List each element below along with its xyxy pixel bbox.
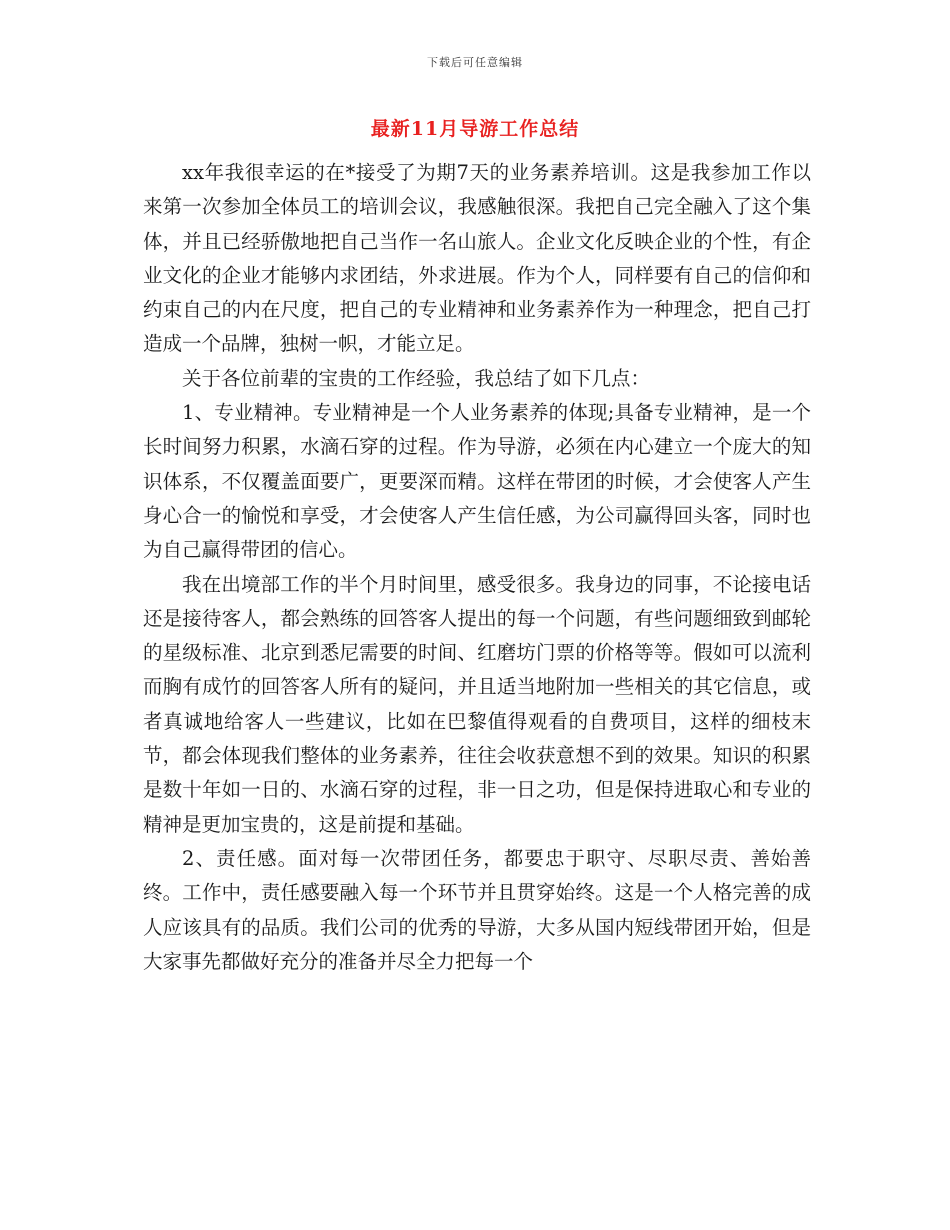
paragraph: xx年我很幸运的在*接受了为期7天的业务素养培训。这是我参加工作以来第一次参加全体员工的培训会议，我感触很深。我把自己完全融入了这个集体，并且已经骄傲地把自己当作一名山旅人。企业文化反映企业的个性，有企业文化的企业才能够内求团结，外求进展。作为个人，同样要有自己的信仰和约束自己的内在尺度，把自己的专业精神和业务素养作为一种理念，把自己打造成一个品牌，独树一帜，才能立足。 — [143, 161, 811, 356]
header-note: 下载后可任意编辑 — [427, 56, 523, 69]
paragraph: 1、专业精神。专业精神是一个人业务素养的体现;具备专业精神，是一个长时间努力积累，水滴石穿的过程。作为导游，必须在内心建立一个庞大的知识体系，不仅覆盖面要广，更要深而精。这样在带团的时候，才会使客人产生身心合一的愉悦和享受，才会使客人产生信任感，为公司赢得回头客，同时也为自己赢得带团的信心。 — [143, 401, 811, 562]
document-title: 最新11月导游工作总结 — [370, 118, 580, 140]
paragraph: 2、责任感。面对每一次带团任务，都要忠于职守、尽职尽责、善始善终。工作中，责任感要融入每一个环节并且贯穿始终。这是一个人格完善的成人应该具有的品质。我们公司的优秀的导游，大多从国内短线带团开始，但是大家事先都做好充分的准备并尽全力把每一个 — [143, 846, 811, 973]
paragraph: 我在出境部工作的半个月时间里，感受很多。我身边的同事，不论接电话还是接待客人，都会熟练的回答客人提出的每一个问题，有些问题细致到邮轮的星级标准、北京到悉尼需要的时间、红磨坊门票的价格等等。假如可以流利而胸有成竹的回答客人所有的疑问，并且适当地附加一些相关的其它信息，或者真诚地给客人一些建议，比如在巴黎值得观看的自费项目，这样的细枝末节，都会体现我们整体的业务素养，往往会收获意想不到的效果。知识的积累是数十年如一日的、水滴石穿的过程，非一日之功，但是保持进取心和专业的精神是更加宝贵的，这是前提和基础。 — [143, 572, 811, 836]
document-body — [143, 156, 811, 979]
paragraph: 关于各位前辈的宝贵的工作经验，我总结了如下几点： — [182, 366, 651, 390]
